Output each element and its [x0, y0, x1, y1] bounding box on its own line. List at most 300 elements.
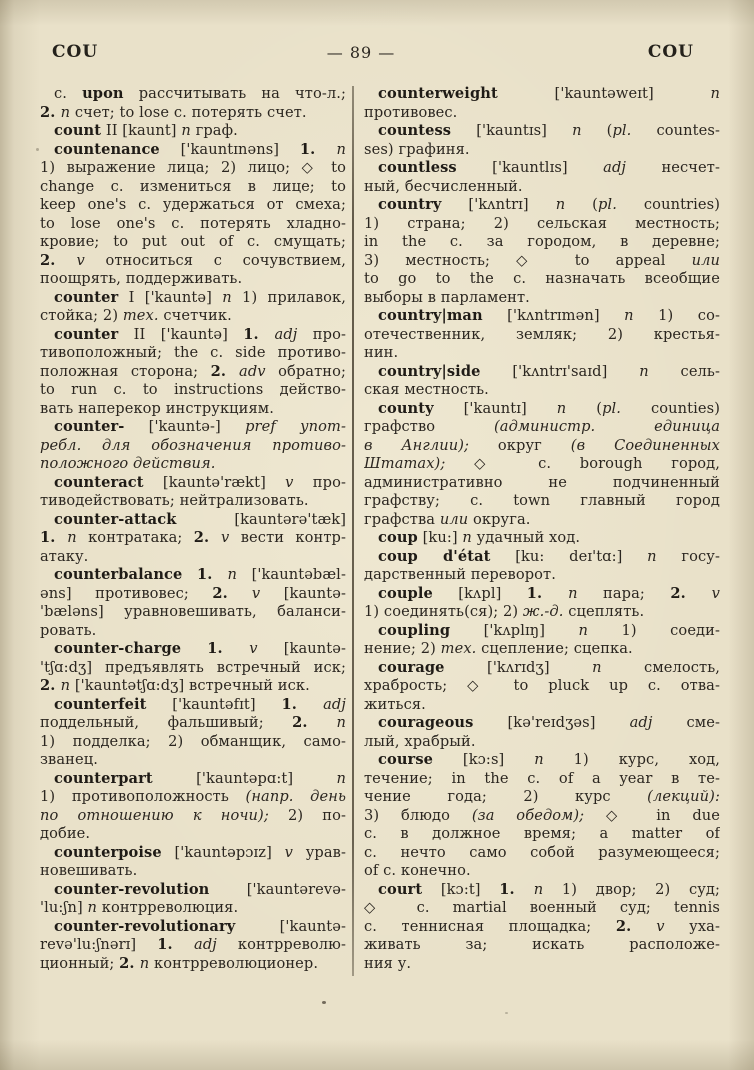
text-line [40, 270, 346, 289]
headword: country|man [378, 307, 483, 324]
text-segment: [kɔ:s] [433, 751, 535, 768]
text-segment: сцепление; сцепка. [476, 640, 633, 657]
dictionary-entry [364, 159, 720, 196]
text-segment: v [711, 584, 720, 602]
text-segment: n [227, 566, 237, 583]
text-line [364, 455, 720, 474]
text-line [364, 252, 720, 271]
text-segment: 1. [299, 140, 337, 158]
text-line [40, 85, 346, 104]
text-segment: n [67, 529, 77, 546]
headword: courageous [378, 714, 474, 731]
text-segment: ционный; [40, 954, 120, 972]
text-line [364, 936, 720, 955]
text-segment: 2. [119, 954, 140, 972]
page-number: — 89 — [326, 43, 396, 62]
text-segment: ['kauntlɪs] [456, 159, 604, 176]
text-line [40, 844, 346, 863]
text-segment: тех. [440, 640, 477, 657]
text-segment: 2. [670, 584, 712, 602]
text-segment: ['kʌrɪdʒ] [444, 658, 593, 676]
text-segment: уха- [664, 917, 720, 935]
dictionary-entry [40, 640, 346, 696]
text-segment: ( [581, 122, 613, 139]
text-segment: 1. [207, 640, 250, 657]
text-line [40, 807, 346, 826]
text-line [364, 437, 720, 456]
text-line [364, 918, 720, 937]
text-segment: n [568, 584, 578, 602]
text-segment: 1. [526, 584, 569, 602]
text-segment: нин. [364, 344, 399, 361]
text-segment: ['kʌplɪŋ] [450, 621, 579, 639]
text-segment: отечественник, земляк; 2) крестья- [364, 325, 720, 343]
text-segment: храбрость; ◇ to pluck up c. отва- [364, 677, 720, 694]
text-line [364, 955, 720, 974]
text-line [40, 122, 346, 141]
text-line [40, 159, 346, 178]
headword: county [378, 399, 434, 417]
text-segment: ◇ in due [584, 806, 720, 824]
dictionary-entry [364, 622, 720, 659]
text-line [364, 696, 720, 715]
text-line [40, 141, 346, 160]
text-line [40, 215, 346, 234]
text-segment [181, 640, 207, 657]
headword: coup d'état [378, 547, 491, 565]
dictionary-entry [364, 363, 720, 400]
text-segment: n [336, 140, 346, 158]
text-segment: adj [603, 159, 627, 176]
text-segment: pl. [597, 196, 617, 213]
text-segment: ['kauntəpɔɪz] [161, 843, 285, 861]
text-segment: 2. [40, 677, 61, 694]
text-line [364, 566, 720, 585]
text-segment: относиться с сочувствием, [84, 251, 346, 269]
text-line [364, 215, 720, 234]
text-segment: ровать. [40, 621, 97, 639]
text-segment: выборы в парламент. [364, 288, 530, 306]
text-line [40, 104, 346, 123]
dictionary-entry [364, 881, 720, 974]
text-segment: II ['kauntə] [118, 325, 244, 343]
text-line [364, 881, 720, 900]
headword: counter- [54, 418, 125, 435]
text-line [364, 677, 720, 696]
text-segment: in the c. за городом, в деревне; [364, 233, 720, 250]
text-segment: countries) [616, 196, 720, 213]
text-line [40, 640, 346, 659]
text-segment: вести контр- [229, 529, 346, 546]
text-line [364, 770, 720, 789]
dictionary-entry [40, 696, 346, 770]
text-line [364, 363, 720, 382]
dictionary-entry [40, 918, 346, 974]
text-line [40, 363, 346, 382]
headword: course [378, 751, 434, 768]
text-segment: ['kauntətʃɑ:dʒ] встречный иск. [70, 677, 310, 694]
text-segment: pl. [612, 122, 632, 139]
text-segment: ['kauntɪ] [433, 399, 557, 417]
text-line [40, 677, 346, 696]
text-line [40, 437, 346, 456]
page-header [40, 42, 722, 64]
text-segment: 1) подделка; 2) обманщик, само- [40, 732, 346, 750]
dictionary-entry [364, 714, 720, 751]
text-line [364, 529, 720, 548]
text-segment: [kʌpl] [432, 584, 527, 602]
text-line [364, 511, 720, 530]
text-segment: ['kʌntrɪmən] [482, 307, 625, 324]
text-segment: [kɔ:t] [422, 880, 500, 898]
text-segment: n [556, 399, 567, 417]
text-line [364, 751, 720, 770]
text-segment: n [710, 85, 720, 102]
text-segment: ный, бесчисленный. [364, 177, 523, 195]
text-segment: 2. [40, 251, 77, 269]
dictionary-entry [40, 122, 346, 141]
dictionary-entry [40, 474, 346, 511]
text-segment: ['kauntə-] [124, 418, 246, 435]
text-segment: [kauntə- [260, 584, 346, 602]
headword: counteract [54, 473, 144, 491]
dictionary-entry [364, 548, 720, 585]
text-segment: (напр. день [245, 788, 346, 805]
text-segment: административно не подчиненный [364, 473, 720, 491]
headword: counterfeit [54, 695, 147, 713]
text-segment: сель- [648, 362, 720, 380]
dictionary-entry [364, 585, 720, 622]
paper-speck [322, 1001, 326, 1004]
text-line [40, 418, 346, 437]
text-segment: n [533, 880, 544, 898]
text-line [364, 418, 720, 437]
text-segment: 3) местность; ◇ to appeal [364, 251, 692, 269]
text-segment: [kə'reɪdʒəs] [473, 714, 630, 731]
text-segment: поощрять, поддерживать. [40, 270, 243, 287]
text-segment: keep one's c. удержаться от смеха; [40, 196, 346, 213]
text-segment: ['kauntɪnəns] [159, 140, 300, 158]
text-line [364, 141, 720, 160]
text-segment: ['kauntɪs] [451, 122, 573, 139]
text-segment: revə'lu:ʃnərɪ] [40, 936, 158, 953]
dictionary-entry [40, 85, 346, 122]
text-line [40, 825, 346, 844]
text-segment: добие. [40, 825, 91, 842]
headword: counterbalance [54, 566, 183, 583]
text-segment: n [336, 769, 346, 787]
text-segment: n [639, 362, 649, 380]
text-line [40, 733, 346, 752]
text-segment: округа. [468, 510, 531, 528]
text-segment: [kauntə- [257, 640, 346, 657]
dictionary-entry [40, 511, 346, 567]
dictionary-entry [40, 141, 346, 289]
text-segment: или [691, 251, 720, 269]
text-line [40, 529, 346, 548]
text-line [40, 252, 346, 271]
text-segment: графства [364, 510, 440, 528]
text-line [364, 844, 720, 863]
text-line [40, 714, 346, 733]
text-segment: обратно; [265, 362, 346, 380]
text-line [364, 122, 720, 141]
dictionary-entry [364, 529, 720, 548]
text-segment: n [555, 196, 566, 213]
text-segment: 1) двор; 2) суд; [543, 880, 720, 898]
text-segment: стойка; 2) [40, 307, 123, 324]
text-line [364, 85, 720, 104]
text-line [40, 770, 346, 789]
text-line [40, 603, 346, 622]
text-segment: I ['kauntə] [118, 288, 223, 306]
text-segment: n [60, 103, 71, 121]
running-head-left: COU [52, 42, 99, 62]
text-segment: кровие; to put out of c. смущать; [40, 233, 346, 250]
text-line [40, 862, 346, 881]
text-segment: n [624, 307, 634, 324]
text-segment: [ku:] [417, 529, 463, 546]
text-segment: округ [469, 436, 571, 454]
text-segment: чение года; 2) курс [364, 788, 648, 805]
text-segment: ( [566, 399, 603, 417]
text-segment: 1. [157, 936, 195, 953]
dictionary-entry [40, 566, 346, 640]
text-line [40, 659, 346, 678]
dictionary-entry [364, 307, 720, 363]
text-line [364, 270, 720, 289]
text-line [40, 788, 346, 807]
text-segment: в Англии); [364, 436, 470, 454]
text-line [40, 881, 346, 900]
text-segment: adj [323, 695, 346, 713]
text-segment: to go to the c. назначать всеобщие [364, 270, 720, 287]
text-line [364, 159, 720, 178]
dictionary-entry [40, 289, 346, 326]
text-segment: adj [194, 936, 217, 953]
text-line [364, 492, 720, 511]
headword: country [378, 196, 442, 213]
text-segment: 2. [210, 362, 240, 380]
text-segment: v [285, 473, 294, 491]
text-line [364, 178, 720, 197]
text-line [364, 104, 720, 123]
text-segment: v [76, 251, 85, 269]
text-segment: 1) страна; 2) сельская местность; [364, 214, 720, 232]
text-line [40, 622, 346, 641]
text-segment: adj [274, 325, 298, 343]
text-segment: əns] противовес; [40, 584, 213, 602]
text-segment: to run c. to instructions действо- [40, 381, 346, 398]
text-segment: (в Соединенных [570, 436, 720, 454]
text-segment: контрреволю- [216, 936, 346, 953]
text-segment: противовес. [364, 103, 458, 121]
text-segment: госу- [656, 547, 720, 565]
text-segment: countes- [631, 122, 720, 139]
text-segment: 1. [281, 695, 324, 713]
headword: countenance [54, 140, 160, 158]
text-segment: течение; in the c. of a year в те- [364, 769, 720, 787]
headword: counterweight [378, 85, 498, 102]
text-line [40, 307, 346, 326]
text-segment: pref [245, 418, 276, 435]
dictionary-entry [364, 751, 720, 881]
text-segment: поддельный, фальшивый; [40, 714, 293, 731]
text-segment: про- [297, 325, 346, 343]
text-segment: тивоположный; the c. side противо- [40, 344, 346, 361]
dictionary-entry [364, 400, 720, 530]
dictionary-entry [364, 196, 720, 307]
text-segment: change c. измениться в лице; to [40, 177, 346, 195]
text-segment: v [284, 843, 293, 861]
text-segment: сцеплять. [563, 603, 645, 620]
headword: countless [378, 159, 457, 176]
text-segment: житься. [364, 695, 426, 713]
text-line [364, 825, 720, 844]
dictionary-entry [364, 85, 720, 122]
text-line [364, 733, 720, 752]
text-segment: 'bæləns] уравновешивать, баланси- [40, 603, 346, 620]
text-segment: граф. [190, 122, 238, 139]
text-segment: ['kauntəweɪt] [497, 85, 711, 102]
text-segment: n [578, 621, 589, 639]
text-segment: 1) прилавок, [231, 288, 346, 306]
text-segment: ◇ c. borough город, [445, 455, 720, 472]
headword: country|side [378, 362, 481, 380]
text-segment: 1. [40, 529, 68, 546]
text-segment: ['kauntə- [235, 917, 346, 935]
headword: countess [378, 122, 452, 139]
text-segment: или [439, 510, 469, 528]
text-segment: to lose one's c. потерять хладно- [40, 214, 346, 232]
text-segment: смелость, [601, 658, 720, 676]
left-column [40, 85, 346, 973]
text-segment: лый, храбрый. [364, 732, 476, 750]
headword: count [54, 122, 102, 139]
text-segment: n [647, 547, 657, 565]
text-segment: 1) соеди- [588, 621, 720, 639]
text-line [364, 344, 720, 363]
text-segment: ['kauntəfɪt] [146, 695, 282, 713]
dictionary-entry [40, 881, 346, 918]
text-line [40, 455, 346, 474]
text-segment: 1. [499, 880, 534, 898]
text-segment: 'lu:ʃn] [40, 899, 88, 916]
text-segment: (лекций): [647, 788, 720, 805]
dictionary-entry [364, 659, 720, 715]
text-line [364, 862, 720, 881]
text-segment: 1) со- [633, 307, 720, 324]
text-segment: графство [364, 418, 495, 435]
headword: counter [54, 288, 119, 306]
text-segment: сме- [652, 714, 720, 731]
text-segment: [kauntərə'tæk] [176, 510, 346, 528]
text-segment: 1. [243, 325, 275, 343]
text-segment: 1) соединять(ся); 2) [364, 603, 523, 620]
text-segment: (администр. единица [494, 418, 720, 435]
text-segment: дарственный переворот. [364, 566, 556, 583]
text-segment: графству; c. town главный город [364, 492, 720, 509]
headword: counter-revolution [54, 880, 210, 898]
text-segment: ж.-д. [522, 603, 564, 620]
headword: counter [54, 325, 119, 343]
text-segment: [kauntə'rækt] [143, 473, 286, 491]
text-segment: ['kauntərevə- [209, 880, 346, 898]
text-line [364, 899, 720, 918]
text-segment: ['kʌntrɪ] [441, 196, 556, 213]
text-segment: атаку. [40, 547, 89, 565]
text-line [40, 178, 346, 197]
text-line [40, 511, 346, 530]
text-segment: n [336, 714, 346, 731]
text-segment: контрреволюционер. [149, 954, 319, 972]
text-segment: n [139, 954, 150, 972]
text-line [40, 899, 346, 918]
headword: couple [378, 584, 433, 602]
headword: counter-revolutionary [54, 917, 236, 935]
text-line [40, 585, 346, 604]
text-segment: n [87, 899, 97, 916]
text-segment: рассчитывать на что-л.; [123, 85, 346, 102]
text-segment: ( [565, 196, 598, 213]
text-segment: живать за; искать расположе- [364, 936, 720, 953]
text-segment: 1. [197, 566, 228, 583]
text-segment: по отношению к ночи); [40, 806, 269, 824]
text-segment: ния у. [364, 954, 412, 972]
text-line [40, 196, 346, 215]
text-segment: званец. [40, 751, 98, 768]
text-segment: 1) выражение лица; 2) лицо; ◇ to [40, 159, 346, 176]
text-line [364, 807, 720, 826]
text-line [364, 622, 720, 641]
text-line [364, 640, 720, 659]
text-segment: ses) графиня. [364, 140, 470, 158]
headword: counter-charge [54, 640, 182, 657]
text-segment: v [249, 640, 258, 657]
text-segment: урав- [292, 843, 346, 861]
text-segment: n [592, 658, 602, 676]
text-segment: 2) по- [268, 806, 346, 824]
headword: counterpart [54, 769, 153, 787]
text-segment: положного действия. [40, 455, 216, 472]
text-segment: counties) [621, 399, 720, 417]
text-segment: Штатах); [364, 455, 446, 472]
text-line [364, 714, 720, 733]
text-segment [276, 418, 300, 435]
text-line [364, 585, 720, 604]
text-line [364, 233, 720, 252]
text-line [40, 696, 346, 715]
headword: coup [378, 529, 418, 546]
text-segment: нение; 2) [364, 640, 441, 657]
text-segment: v [221, 529, 230, 546]
text-segment: упот- [300, 418, 346, 435]
text-line [364, 788, 720, 807]
text-line [364, 659, 720, 678]
text-segment: 'tʃɑ:dʒ] предъявлять встречный иск; [40, 658, 346, 676]
headword: courage [378, 658, 445, 676]
text-line [364, 326, 720, 345]
text-segment: 2. [212, 584, 252, 602]
text-segment: of c. конечно. [364, 862, 471, 879]
text-segment: 1) противоположность [40, 788, 246, 805]
text-line [364, 196, 720, 215]
text-segment: ['kauntəpɑ:t] [152, 769, 337, 787]
text-segment [182, 566, 197, 583]
headword: court [378, 880, 423, 898]
column-divider [352, 86, 354, 976]
text-segment: upon [82, 85, 124, 102]
